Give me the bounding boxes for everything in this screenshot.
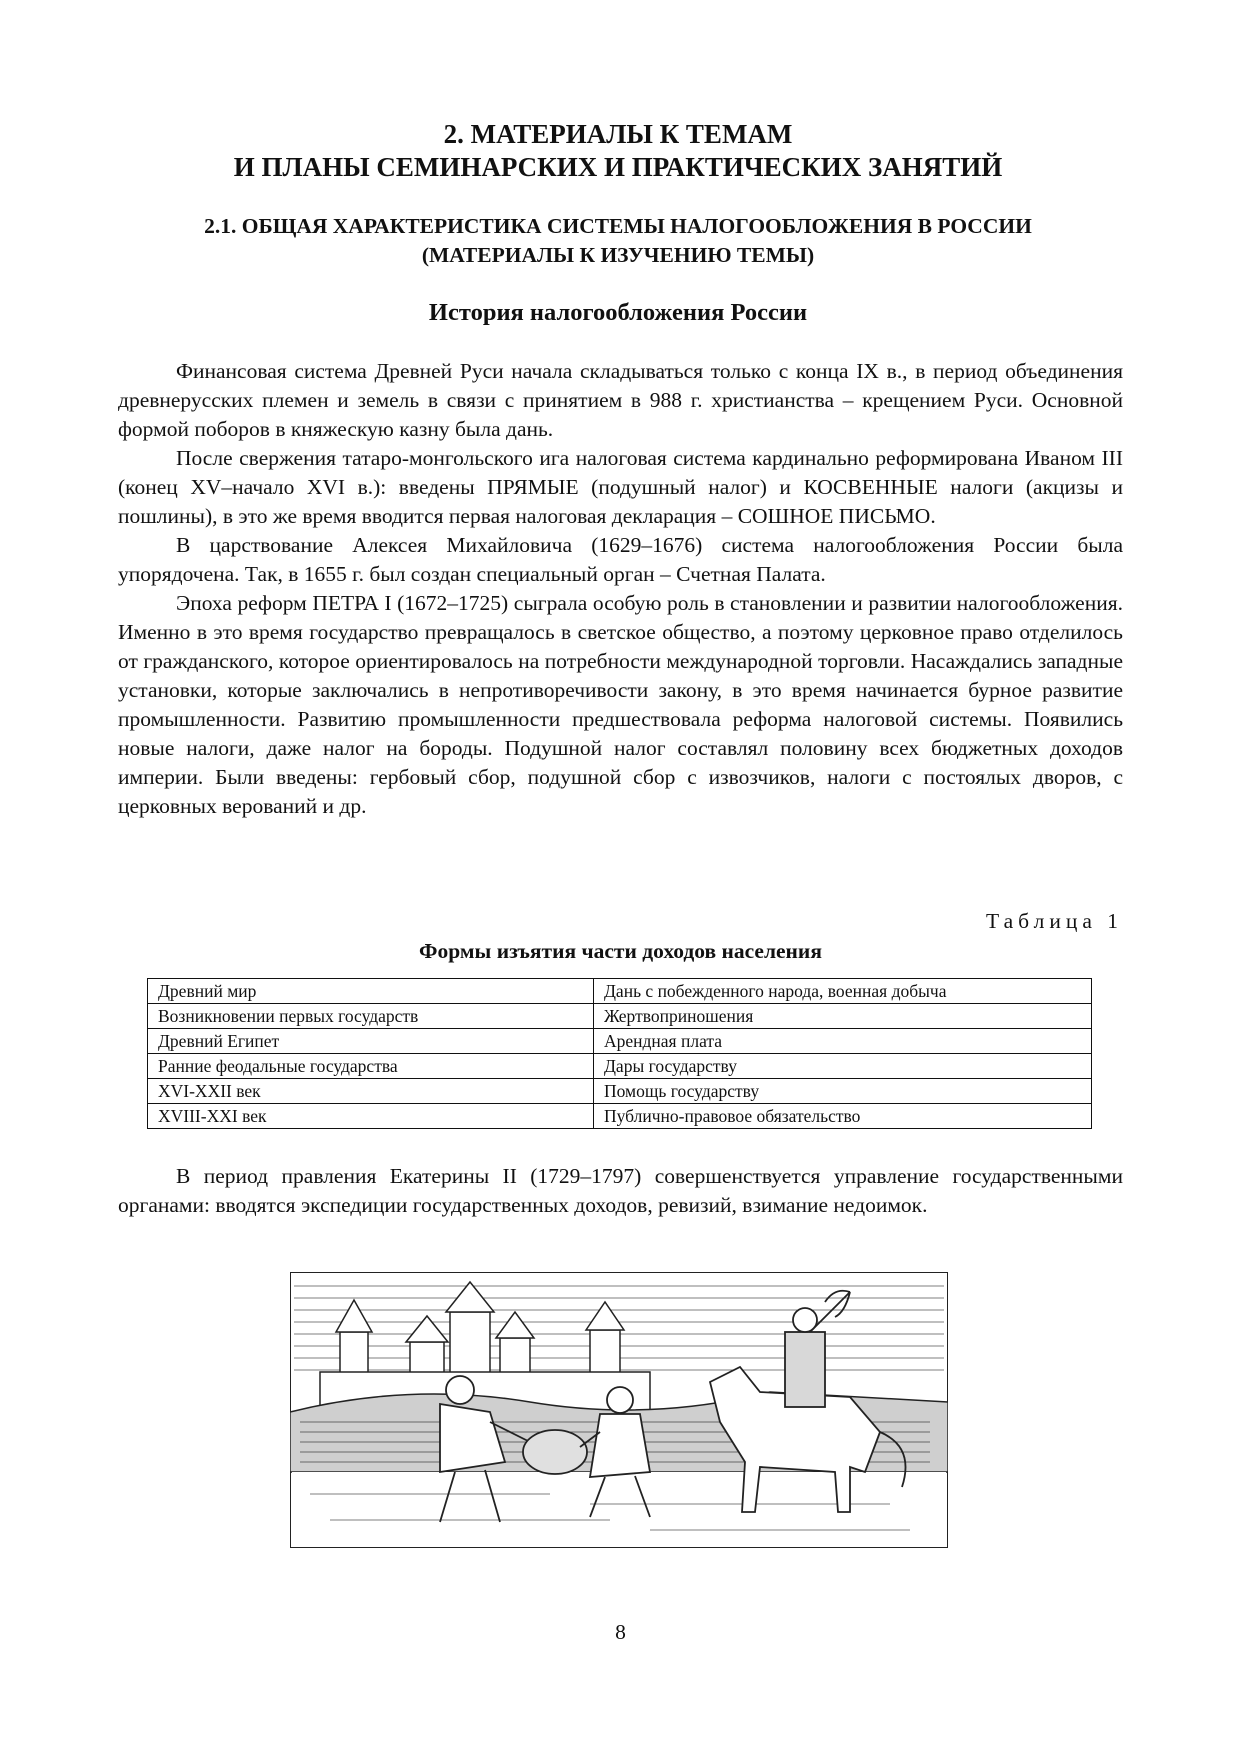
section-heading-line2: (МАТЕРИАЛЫ К ИЗУЧЕНИЮ ТЕМЫ) [421,243,815,267]
body-text [118,357,1123,821]
table-cell: Арендная плата [594,1029,1092,1054]
table-row [148,1029,1092,1054]
chapter-heading [118,118,1118,184]
paragraph: После свержения татаро-монгольского ига налоговая система кардинально реформирована Иваном III (конец XV–начало XVI в.): введены ПРЯМЫЕ (подушный налог) и КОСВЕННЫЕ налоги (акцизы и пошлины), в это же время вводится первая налоговая декларация – СОШНОЕ ПИСЬМО. [118,446,1123,528]
table-cell: Ранние феодальные государства [148,1054,594,1079]
forms-table [147,978,1092,1129]
chapter-heading-line2: И ПЛАНЫ СЕМИНАРСКИХ И ПРАКТИЧЕСКИХ ЗАНЯТИЙ [233,152,1003,182]
paragraph: В период правления Екатерины II (1729–1797) совершенствуется управление государственными органами: вводятся экспедиции государственных доходов, ревизий, взимание недоимок. [118,1164,1123,1217]
paragraph: Эпоха реформ ПЕТРА I (1672–1725) сыграла особую роль в становлении и развитии налогообложения. Именно в это время государство превращалось в светское общество, а поэтому церковное право отделилось от гражданского, которое ориентировалось на потребности международной торговли. Насаждались западные установки, которые заключались в непротиворечивости закону, в это время начинается бурное развитие промышленности. Развитию промышленности предшествовала реформа налоговой системы. Появились новые налоги, даже налог на бороды. Подушной налог составлял половину всех бюджетных доходов империи. Были введены: гербовый сбор, подушной сбор с извозчиков, налоги с постоялых дворов, с церковных верований и др. [118,591,1123,818]
table-row [148,979,1092,1004]
table-cell: Дары государству [594,1054,1092,1079]
body-text-after-table [118,1162,1123,1220]
table-label: Таблица 1 [986,909,1123,933]
subsection-title: История налогообложения России [428,299,808,326]
table-title: Формы изъятия части доходов населения [419,939,822,963]
section-heading-line1: 2.1. ОБЩАЯ ХАРАКТЕРИСТИКА СИСТЕМЫ НАЛОГООБЛОЖЕНИЯ В РОССИИ [204,214,1032,238]
table-cell: Помощь государству [594,1079,1092,1104]
table-cell: XVIII-XXI век [148,1104,594,1129]
table-cell: Возникновении первых государств [148,1004,594,1029]
chapter-heading-line1: 2. МАТЕРИАЛЫ К ТЕМАМ [443,119,793,149]
page-number: 8 [615,1620,626,1644]
table-row [148,1004,1092,1029]
table-cell: Жертвоприношения [594,1004,1092,1029]
table-cell: Древний Египет [148,1029,594,1054]
section-heading [118,212,1118,270]
paragraph: В царствование Алексея Михайловича (1629–1676) система налогообложения России была упорядочена. Так, в 1655 г. был создан специальный орган – Счетная Палата. [118,533,1123,586]
paragraph: Финансовая система Древней Руси начала складываться только с конца IX в., в период объединения древнерусских племен и земель в связи с принятием в 988 г. христианства – крещением Руси. Основной формой поборов в княжескую казну была дань. [118,359,1123,441]
table-cell: Древний мир [148,979,594,1004]
table-cell: Публично-правовое обязательство [594,1104,1092,1129]
table-row [148,1104,1092,1129]
table-cell: Дань с побежденного народа, военная добыча [594,979,1092,1004]
table-row [148,1079,1092,1104]
table-cell: XVI-XXII век [148,1079,594,1104]
tax-collection-illustration [290,1272,948,1548]
table-row [148,1054,1092,1079]
